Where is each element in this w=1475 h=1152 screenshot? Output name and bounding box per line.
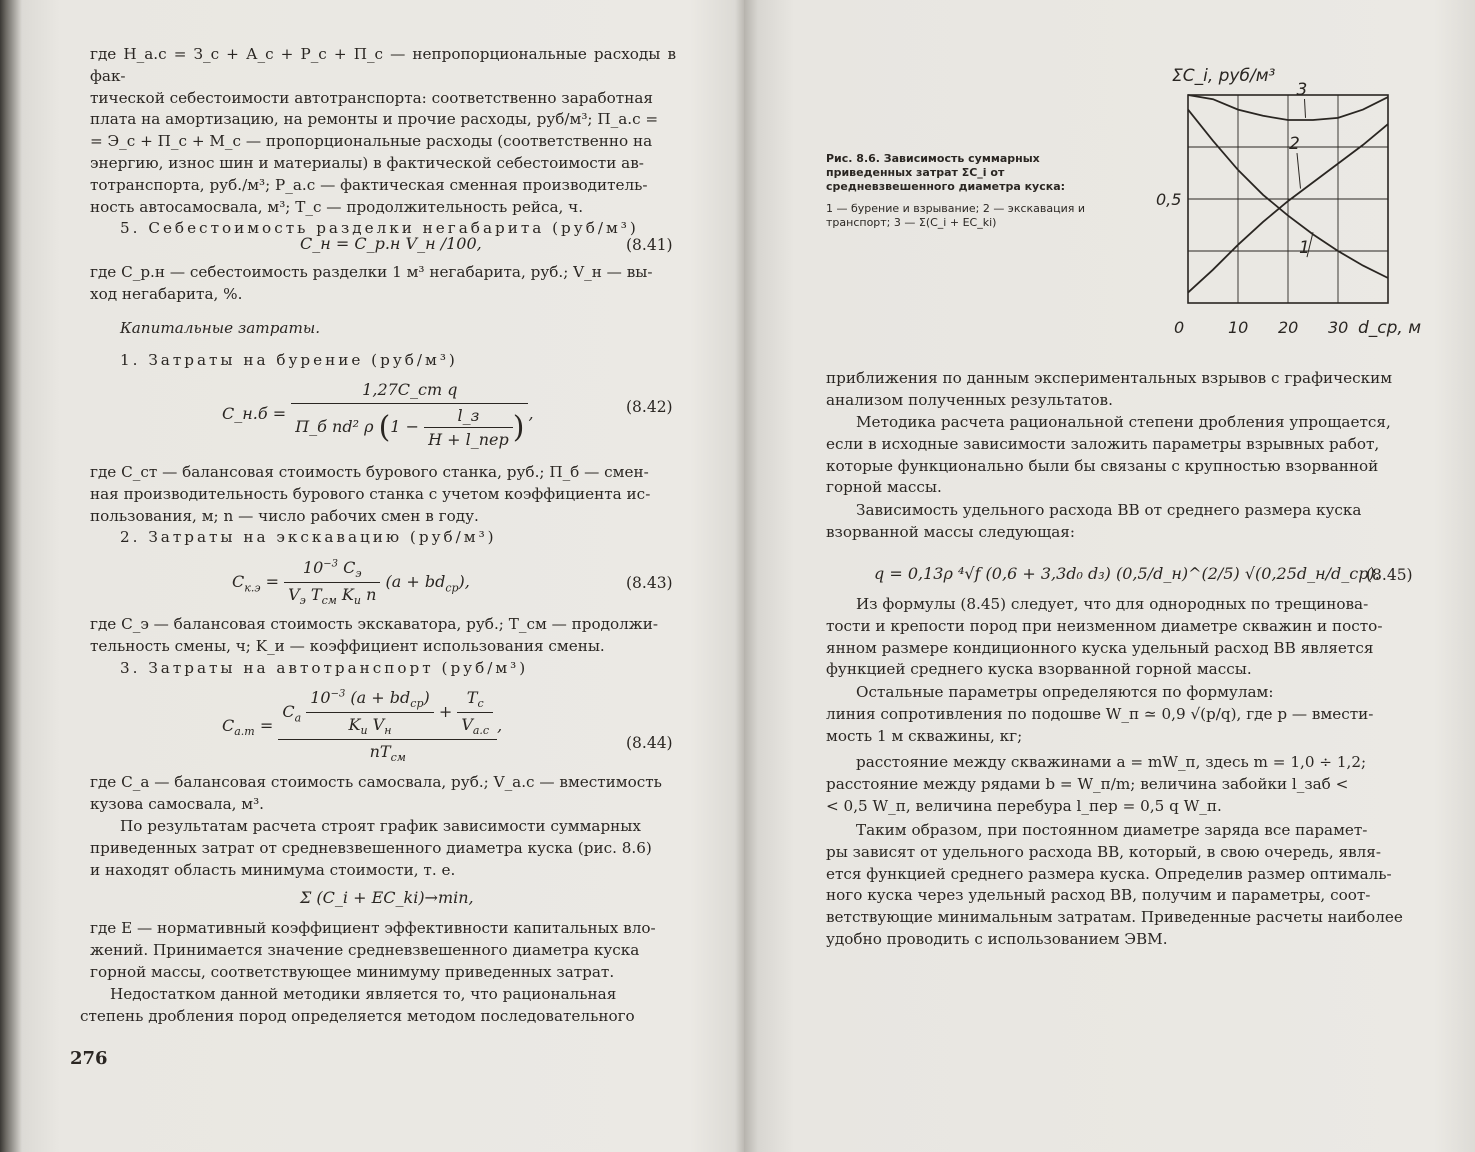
equation-8-41: C_н = C_р.н V_н /100, — [300, 234, 482, 253]
equation-number: (8.45) — [1366, 566, 1413, 584]
left-paragraph-5 — [90, 772, 676, 816]
x-tick-label: 20 — [1278, 318, 1299, 337]
text-line: Методика расчета рациональной степени дробления упрощается, — [856, 413, 1391, 431]
equation-fraction — [291, 380, 528, 449]
text-line: < 0,5 W_п, величина перебура l_пер = 0,5 q W_п. — [826, 796, 1222, 815]
capital-costs-heading: Капитальные затраты. — [120, 319, 321, 337]
text-line: где E — нормативный коэффициент эффективности капитальных вло- — [90, 919, 656, 937]
text-line: жений. Принимается значение средневзвешенного диаметра куска — [90, 940, 640, 959]
right-paragraph-4 — [826, 594, 1412, 681]
text-line: приведенных затрат от средневзвешенного диаметра куска (рис. 8.6) — [90, 838, 652, 857]
left-paragraph-4 — [90, 614, 676, 679]
section-heading: 5. Себестоимость разделки негабарита (руб/м³) — [120, 219, 639, 238]
left-paragraph-2 — [90, 262, 676, 306]
text-line: горной массы. — [826, 478, 942, 497]
equation-min: Σ (C_i + EC_ki)→min, — [300, 888, 474, 907]
text-line: Остальные параметры определяются по формулам: — [856, 683, 1274, 701]
text-line: приближения по данным экспериментальных взрывов с графическим — [826, 369, 1393, 387]
equation-8-45: q = 0,13ρ ⁴√f (0,6 + 3,3d₀ d₃) (0,5/d_н)^(2/5) √(0,25d_н/d_ср). — [874, 564, 1380, 583]
text-line: взорванной массы следующая: — [826, 522, 1075, 541]
text-line: если в исходные зависимости заложить параметры взрывных работ, — [826, 434, 1380, 453]
right-paragraph-7 — [826, 820, 1412, 951]
text-line: расстояние между скважинами a = mW_п, здесь m = 1,0 ÷ 1,2; — [856, 753, 1367, 771]
text-line: которые функционально были бы связаны с крупностью взорванной — [826, 456, 1379, 475]
text-line: пользования, м; n — число рабочих смен в году. — [90, 506, 479, 525]
curve-label-3: 3 — [1296, 80, 1308, 100]
text-line: энергию, износ шин и материалы) в фактической себестоимости ав- — [90, 153, 644, 172]
text-line: и находят область минимума стоимости, т. е. — [90, 860, 456, 879]
section-heading: 1. Затраты на бурение (руб/м³) — [120, 351, 458, 369]
left-paragraph-6 — [90, 816, 676, 881]
text-line: тической себестоимости автотранспорта: соответственно заработная — [90, 88, 653, 107]
equation-fraction — [278, 688, 497, 765]
text-line: горной массы, соответствующее минимуму приведенных затрат. — [90, 962, 615, 981]
figure-caption — [826, 152, 1116, 230]
text-line: удобно проводить с использованием ЭВМ. — [826, 929, 1168, 948]
text-line: где C_а — балансовая стоимость самосвала, руб.; V_а.с — вместимость — [90, 773, 662, 791]
fraction-denominator: $V_э$ $T_{см}$ $K_и$ n — [288, 585, 377, 608]
fraction-numerator: 1,27C_ст q — [291, 380, 528, 404]
equation-number: (8.41) — [626, 236, 673, 254]
denominator-left: П_б nd² ρ — [295, 417, 374, 436]
equation-number: (8.42) — [626, 398, 673, 416]
left-paragraph-7 — [90, 918, 676, 983]
equation-fraction — [284, 558, 380, 607]
curve-label-leader — [1297, 153, 1301, 189]
text-line: где Н_а.с = З_с + А_с + Р_с + П_с — непропорциональные расходы в фак- — [90, 45, 676, 85]
text-line: ность автосамосвала, м³; Т_с — продолжительность рейса, ч. — [90, 197, 584, 216]
caption-title: Рис. 8.6. Зависимость суммарных приведенных затрат ΣC_i от средневзвешенного диаметра куска: — [826, 152, 1066, 193]
text-line: ход негабарита, %. — [90, 284, 243, 303]
text-line: мость 1 м скважины, кг; — [826, 726, 1023, 745]
y-tick-label: 0,5 — [1156, 190, 1182, 209]
curve-label-2: 2 — [1289, 134, 1300, 155]
cost-chart — [1144, 55, 1434, 345]
equation-8-43: $C_{к.э}$ = $\frac{10^{-3} C_э}{V_э T_{см} K_и n}$ $(a + bd_{ср})$, — [232, 558, 470, 608]
section-heading: 2. Затраты на экскавацию (руб/м³) — [120, 528, 497, 547]
section-heading: 3. Затраты на автотранспорт (руб/м³) — [120, 658, 529, 677]
text-line: степень дробления пород определяется методом последовательного — [80, 1006, 635, 1025]
text-line: Недостатком данной методики является то, что рациональная — [110, 985, 617, 1003]
fraction-numerator: $10^{-3}$ $C_э$ — [284, 558, 380, 583]
x-tick-label: 10 — [1228, 318, 1249, 337]
equation-number: (8.44) — [626, 734, 673, 752]
caption-legend: 1 — бурение и взрывание; 2 — экскавация и транспорт; 3 — Σ(C_i + EC_ki) — [826, 202, 1086, 229]
right-paragraph-5 — [826, 682, 1412, 747]
text-line: расстояние между рядами b = W_п/m; величина забойки l_заб < — [826, 774, 1349, 793]
right-paragraph-1 — [826, 368, 1412, 412]
curve-label-1: 1 — [1299, 238, 1310, 259]
text-line: тотранспорта, руб./м³; Р_а.с — фактическая сменная производитель- — [90, 175, 648, 194]
text-line: тельность смены, ч; K_и — коэффициент использования смены. — [90, 636, 605, 655]
text-line: Таким образом, при постоянном диаметре заряда все парамет- — [856, 821, 1368, 839]
text-line: кузова самосвала, м³. — [90, 794, 265, 813]
fraction-denominator: П_б nd² ρ (1 − $\frac{l\_з}{\text{H + l\_пер}}$ ) — [295, 406, 525, 449]
inner-fraction: $\frac{10^{-3} (a + bd_{ср})}{K_и V_н}$ — [306, 688, 434, 737]
right-paragraph-2 — [826, 412, 1412, 499]
equation-8-42: C_н.б = 1,27C_ст q П_б nd² ρ (1 − $\frac{l\_з}{\text{H + l\_пер}}$ ) , — [222, 380, 534, 449]
text-line: ного куска через удельный расход ВВ, получим и параметры, соот- — [826, 886, 1371, 905]
text-line: ется функцией среднего размера куска. Определив размер оптималь- — [826, 864, 1392, 883]
text-line: функцией среднего куска взорванной горной массы. — [826, 660, 1252, 679]
left-paragraph-8 — [80, 984, 670, 1028]
x-tick-label: 30 — [1328, 318, 1349, 337]
text-line: анализом полученных результатов. — [826, 390, 1113, 409]
right-paragraph-3 — [826, 500, 1412, 544]
equation-8-44: $C_{а.т}$ = $C_а$ $\frac{10^{-3} (a + bd_{ср})}{K_и V_н}$ + $\frac{T_с}{V_{а.с}}$ $nT_{см}$ , — [222, 688, 503, 765]
inner-denominator: H + l_пер — [428, 430, 509, 449]
fraction-denominator: $nT_{см}$ — [369, 742, 406, 765]
curve-label-leader — [1305, 99, 1306, 118]
text-line: где C_ст — балансовая стоимость бурового станка, руб.; П_б — смен- — [90, 463, 649, 481]
text-line: ры зависят от удельного расхода ВВ, который, в свою очередь, явля- — [826, 842, 1381, 861]
text-line: янном размере кондиционного куска удельный расход ВВ является — [826, 638, 1374, 657]
inner-numerator: l_з — [424, 406, 513, 428]
text-line: тости и крепости пород при неизменном диаметре скважин и посто- — [826, 616, 1383, 635]
text-line: плата на амортизацию, на ремонты и прочие расходы, руб/м³; П_а.с = — [90, 110, 659, 129]
x-tick-label: 0 — [1174, 318, 1185, 337]
text-line: Зависимость удельного расхода ВВ от среднего размера куска — [856, 501, 1362, 519]
text-line: где C_э — балансовая стоимость экскаватора, руб.; T_см — продолжи- — [90, 615, 658, 633]
text-line: где C_р.н — себестоимость разделки 1 м³ негабарита, руб.; V_н — вы- — [90, 263, 653, 281]
y-axis-label: ΣC_i, руб/м³ — [1172, 66, 1276, 86]
text-line: Из формулы (8.45) следует, что для однородных по трещинова- — [856, 595, 1369, 613]
right-page — [744, 0, 1475, 1152]
inner-fraction: $\frac{T_с}{V_{а.с}}$ — [457, 688, 493, 737]
right-paragraph-6 — [826, 752, 1412, 817]
inner-fraction — [424, 406, 513, 449]
text-line: линия сопротивления по подошве W_п ≃ 0,9 √(p/q), где p — вмести- — [826, 704, 1374, 723]
left-paragraph-1 — [90, 44, 676, 240]
text-line: = Э_с + П_с + М_с — пропорциональные расходы (соответственно на — [90, 132, 653, 151]
equation-lhs: C_н.б = — [222, 404, 287, 423]
text-line: ная производительность бурового станка с учетом коэффициента ис- — [90, 484, 651, 503]
text-line: ветствующие минимальным затратам. Приведенные расчеты наиболее — [826, 908, 1403, 927]
text-line: По результатам расчета строят график зависимости суммарных — [120, 817, 641, 835]
fraction-numerator: $C_а$ $\frac{10^{-3} (a + bd_{ср})}{K_и V_н}$ + $\frac{T_с}{V_{а.с}}$ — [278, 688, 497, 740]
left-paragraph-3 — [90, 462, 676, 549]
x-axis-label: d_ср, м — [1358, 318, 1422, 338]
page-number: 276 — [70, 1048, 108, 1069]
equation-number: (8.43) — [626, 574, 673, 592]
